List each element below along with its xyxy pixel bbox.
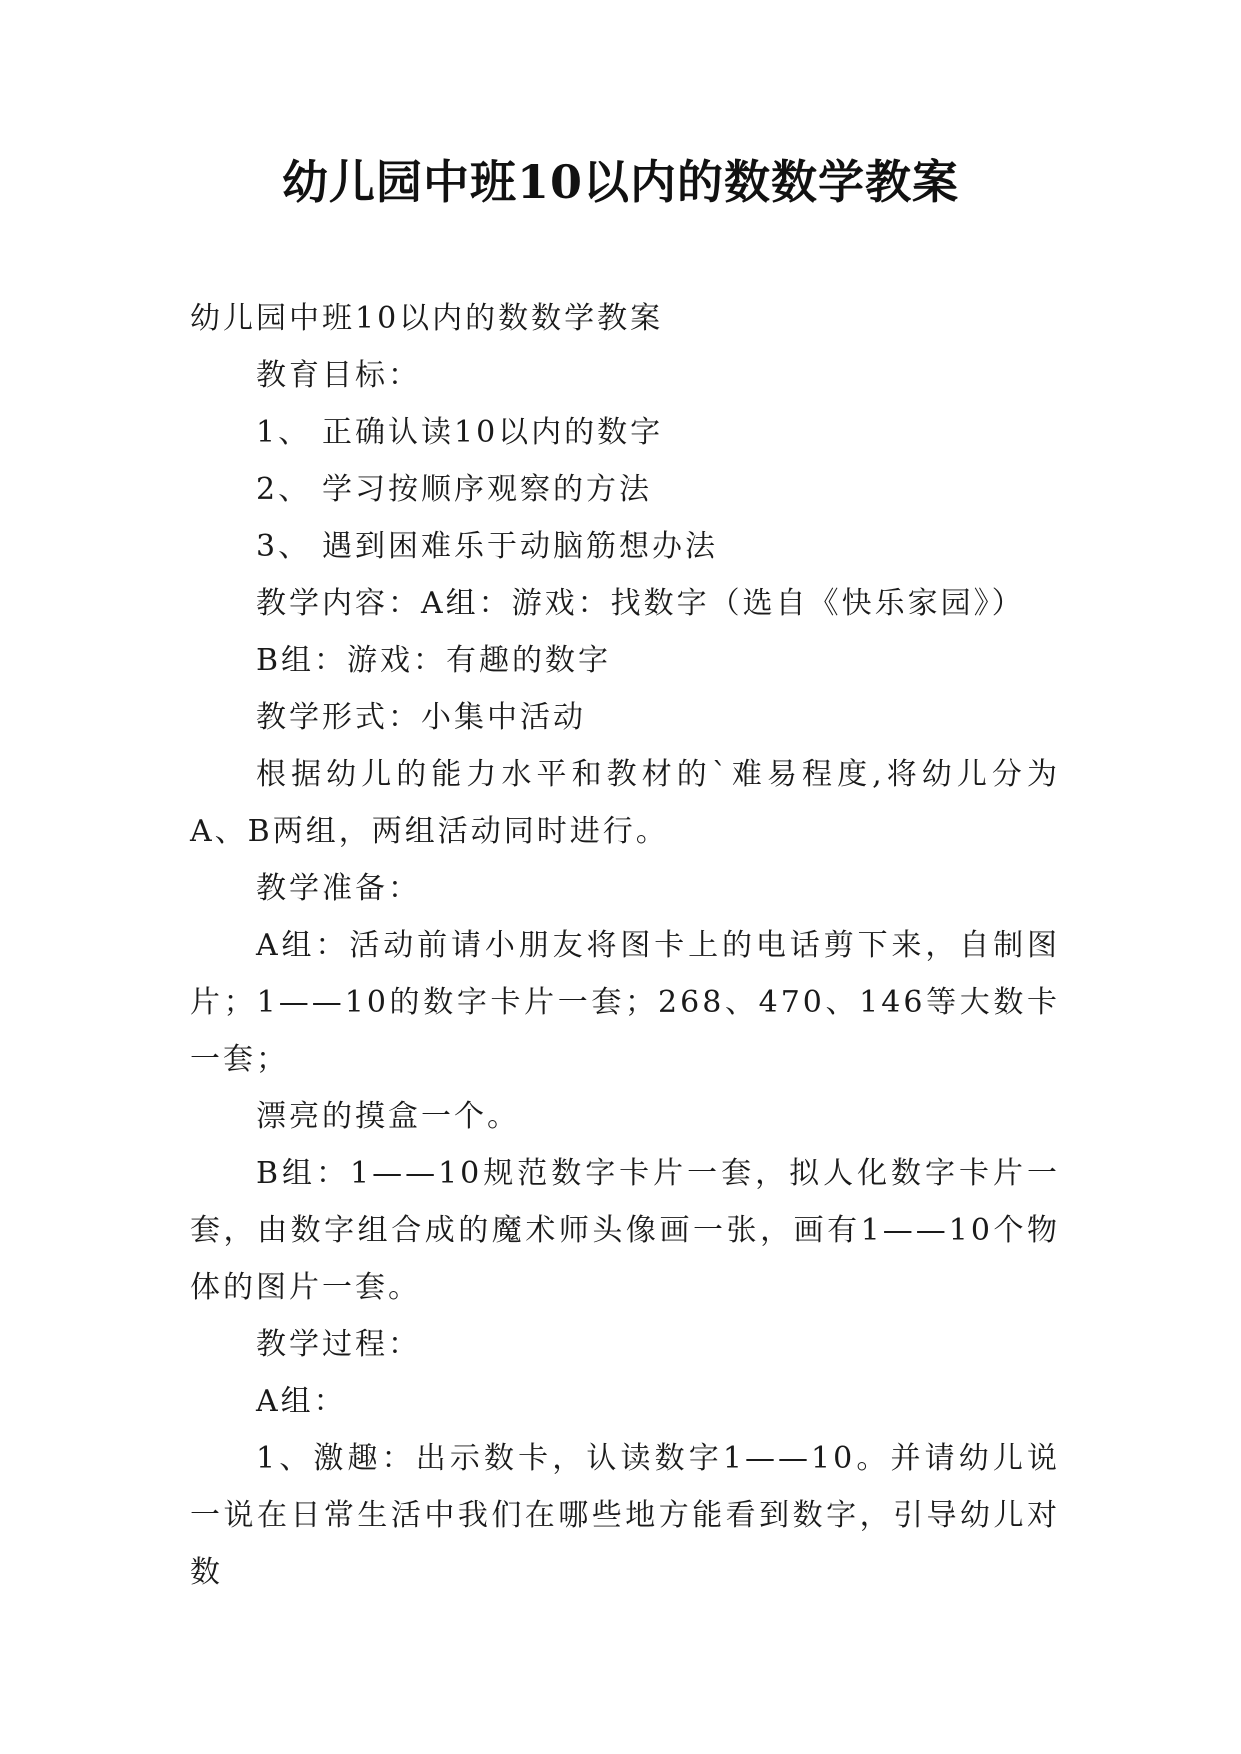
paragraph: 1、激趣：出示数卡，认读数字1——10。并请幼儿说一说在日常生活中我们在哪些地方能看到数字，引导幼儿对数 [190, 1441, 1060, 1590]
paragraph: B组：游戏：有趣的数字 [256, 643, 612, 678]
list-text: 学习按顺序观察的方法 [322, 472, 652, 507]
document-title: 幼儿园中班10以内的数数学教案 [281, 155, 959, 209]
list-text: 遇到困难乐于动脑筋想办法 [322, 529, 718, 564]
paragraph: B组：1——10规范数字卡片一套，拟人化数字卡片一套，由数字组合成的魔术师头像画一张，画有1——10个物体的图片一套。 [190, 1156, 1060, 1305]
paragraph: 根据幼儿的能力水平和教材的`难易程度,将幼儿分为A、B两组，两组活动同时进行。 [190, 757, 1060, 849]
paragraph: 教学形式：小集中活动 [256, 700, 586, 735]
document-body [190, 290, 1060, 1601]
paragraph: A组：活动前请小朋友将图卡上的电话剪下来，自制图片；1——10的数字卡片一套；268、470、146等大数卡一套； [190, 928, 1060, 1077]
list-text: 正确认读10以内的数字 [322, 415, 664, 450]
list-item [190, 461, 1060, 518]
list-number: 2、 [256, 472, 312, 507]
list-item [190, 404, 1060, 461]
paragraph: 漂亮的摸盒一个。 [256, 1099, 520, 1134]
paragraph: 教学内容：A组：游戏：找数字（选自《快乐家园》） [256, 586, 1025, 621]
list-item [190, 518, 1060, 575]
list-number: 1、 [256, 415, 312, 450]
paragraph: A组： [256, 1384, 347, 1419]
list-number: 3、 [256, 529, 312, 564]
paragraph: 教育目标： [256, 358, 421, 393]
paragraph: 幼儿园中班10以内的数数学教案 [190, 301, 664, 336]
paragraph: 教学准备： [256, 871, 421, 906]
paragraph: 教学过程： [256, 1327, 421, 1362]
